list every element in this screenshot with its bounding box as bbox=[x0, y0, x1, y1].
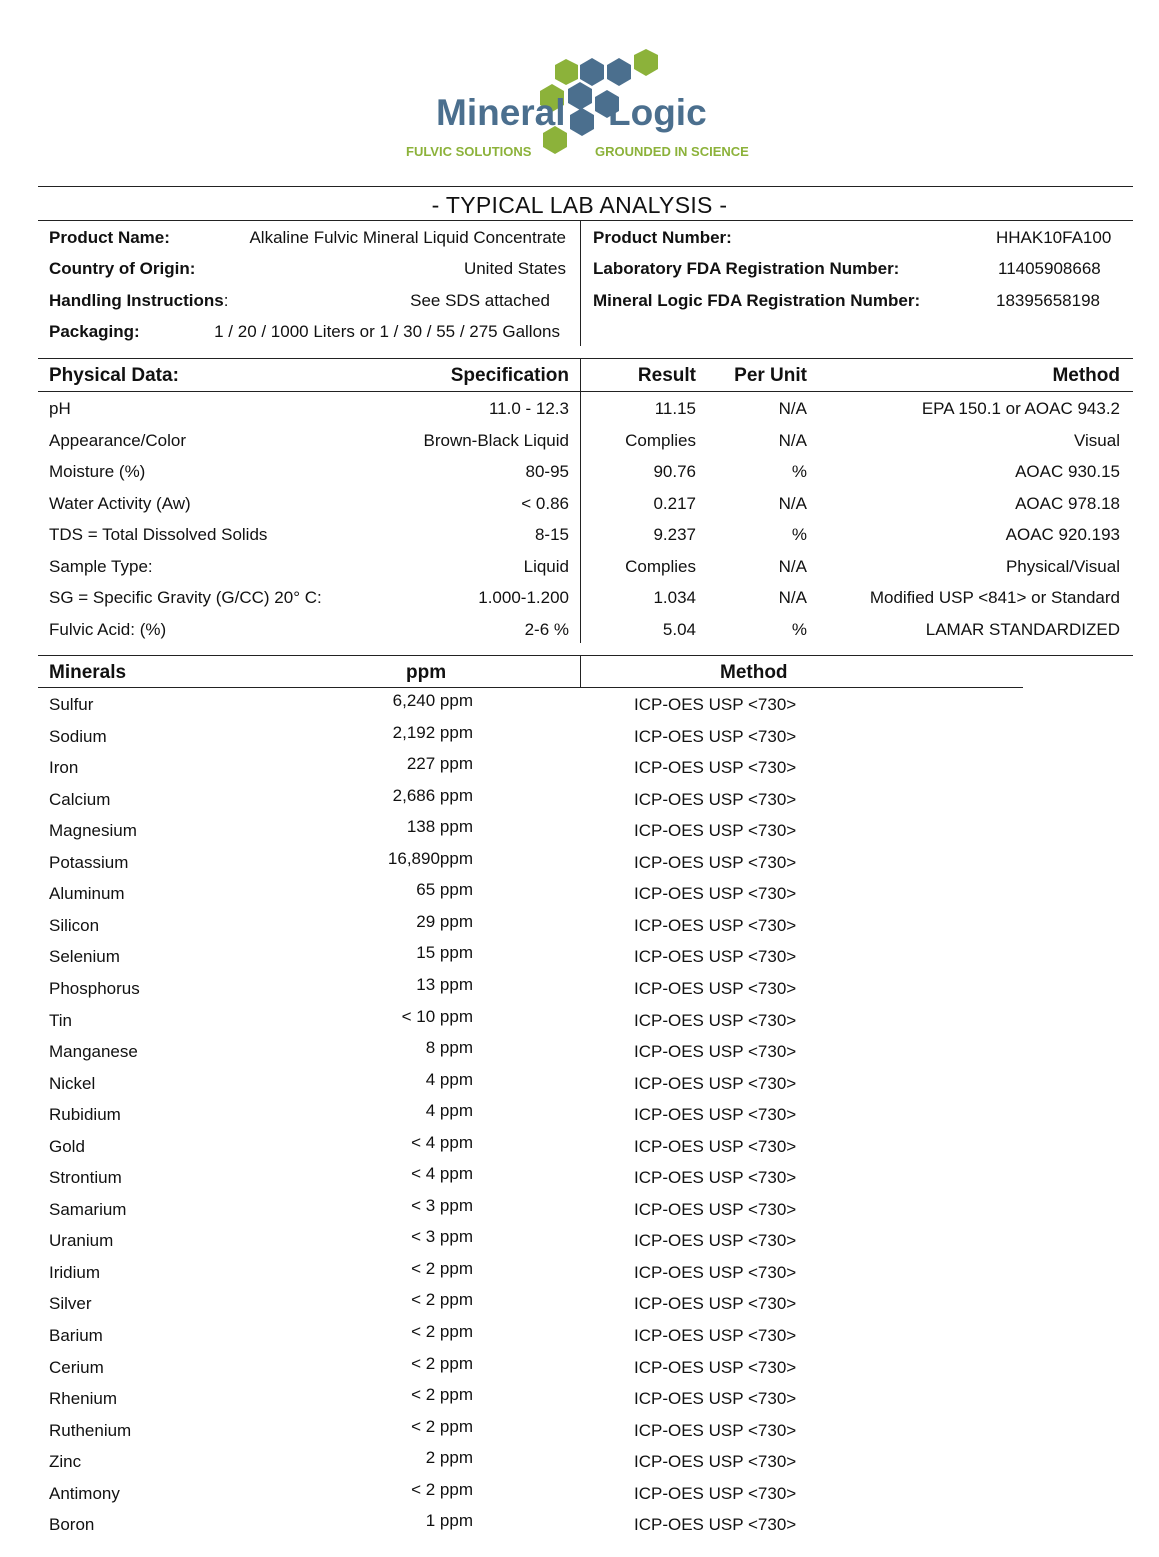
ml-fda-value: 18395658198 bbox=[996, 291, 1101, 310]
mineral-row-ppm: 16,890ppm bbox=[387, 849, 473, 868]
mineral-row-method: ICP-OES USP <730> bbox=[634, 1074, 797, 1093]
physical-row-name: Appearance/Color bbox=[49, 431, 187, 450]
mineral-row-method: ICP-OES USP <730> bbox=[634, 853, 797, 872]
handling-colon: : bbox=[223, 291, 229, 310]
packaging-value: 1 / 20 / 1000 Liters or 1 / 30 / 55 / 275 Gallons bbox=[214, 322, 560, 341]
column-divider bbox=[580, 358, 581, 643]
physical-row-result: 90.76 bbox=[653, 462, 696, 481]
mineral-row-ppm: 13 ppm bbox=[416, 975, 473, 994]
mineral-row-name: Calcium bbox=[49, 790, 111, 809]
mineral-row-method: ICP-OES USP <730> bbox=[634, 1137, 797, 1156]
mineral-row-method: ICP-OES USP <730> bbox=[634, 695, 797, 714]
physical-header-name: Physical Data: bbox=[49, 365, 179, 386]
physical-row-result: Complies bbox=[625, 557, 696, 576]
mineral-row-name: Rubidium bbox=[49, 1105, 121, 1124]
mineral-row-ppm: 2,686 ppm bbox=[392, 786, 473, 805]
physical-row-name: Moisture (%) bbox=[49, 462, 146, 481]
mineral-row-name: Ruthenium bbox=[49, 1421, 132, 1440]
mineral-row-method: ICP-OES USP <730> bbox=[634, 1515, 797, 1534]
physical-row-result: 1.034 bbox=[653, 588, 696, 607]
packaging-label: Packaging: bbox=[49, 322, 140, 341]
mineral-row-ppm: < 2 ppm bbox=[411, 1354, 473, 1373]
mineral-row-name: Silicon bbox=[49, 916, 100, 935]
page-title: - TYPICAL LAB ANALYSIS - bbox=[431, 192, 728, 218]
mineral-row-ppm: 29 ppm bbox=[416, 912, 473, 931]
physical-row-unit: % bbox=[791, 620, 807, 639]
logo-tagline-left: FULVIC SOLUTIONS bbox=[406, 144, 532, 159]
physical-row-name: Sample Type: bbox=[49, 557, 153, 576]
mineral-row-name: Potassium bbox=[49, 853, 129, 872]
mineral-row-method: ICP-OES USP <730> bbox=[634, 1011, 797, 1030]
minerals-header-name: Minerals bbox=[49, 662, 127, 683]
mineral-row-name: Iridium bbox=[49, 1263, 101, 1282]
physical-row-method: LAMAR STANDARDIZED bbox=[925, 620, 1120, 639]
product-number-label: Product Number: bbox=[593, 228, 732, 247]
physical-row-unit: % bbox=[791, 525, 807, 544]
mineral-row-method: ICP-OES USP <730> bbox=[634, 1421, 797, 1440]
mineral-row-name: Cerium bbox=[49, 1358, 104, 1377]
mineral-row-name: Nickel bbox=[49, 1074, 96, 1093]
mineral-row-ppm: 138 ppm bbox=[406, 817, 473, 836]
mineral-row-ppm: < 2 ppm bbox=[411, 1417, 473, 1436]
physical-header-result: Result bbox=[637, 365, 696, 386]
physical-row-spec: Liquid bbox=[523, 557, 569, 576]
logo-hex-blue-top-right bbox=[607, 58, 631, 86]
mineral-row-name: Phosphorus bbox=[49, 979, 140, 998]
mineral-row-name: Selenium bbox=[49, 947, 120, 966]
physical-row-method: EPA 150.1 or AOAC 943.2 bbox=[921, 399, 1120, 418]
mineral-row-method: ICP-OES USP <730> bbox=[634, 1263, 797, 1282]
product-name-value: Alkaline Fulvic Mineral Liquid Concentrate bbox=[249, 228, 566, 247]
logo-hex-blue-lower bbox=[570, 108, 594, 136]
physical-row-spec: 8-15 bbox=[534, 525, 569, 544]
mineral-row-method: ICP-OES USP <730> bbox=[634, 1294, 797, 1313]
mineral-row-method: ICP-OES USP <730> bbox=[634, 1168, 797, 1187]
mineral-row-ppm: < 2 ppm bbox=[411, 1290, 473, 1309]
mineral-row-ppm: < 4 ppm bbox=[411, 1164, 473, 1183]
physical-header-unit: Per Unit bbox=[734, 365, 807, 386]
physical-row-spec: 2-6 % bbox=[524, 620, 569, 639]
physical-row-result: 0.217 bbox=[653, 494, 696, 513]
mineral-row-method: ICP-OES USP <730> bbox=[634, 1484, 797, 1503]
divider bbox=[38, 358, 1133, 359]
physical-row-name: TDS = Total Dissolved Solids bbox=[49, 525, 268, 544]
physical-row-name: SG = Specific Gravity (G/CC) 20° C: bbox=[49, 588, 322, 607]
country-label: Country of Origin: bbox=[49, 259, 196, 278]
logo-tagline-right: GROUNDED IN SCIENCE bbox=[595, 144, 749, 159]
mineral-row-ppm: 2,192 ppm bbox=[392, 723, 473, 742]
mineral-row-name: Samarium bbox=[49, 1200, 127, 1219]
mineral-row-method: ICP-OES USP <730> bbox=[634, 1452, 797, 1471]
mineral-row-name: Uranium bbox=[49, 1231, 114, 1250]
physical-row-unit: % bbox=[791, 462, 807, 481]
physical-row-spec: < 0.86 bbox=[521, 494, 569, 513]
physical-row-name: Water Activity (Aw) bbox=[49, 494, 191, 513]
physical-row-method: Modified USP <841> or Standard bbox=[869, 588, 1120, 607]
logo-hex-blue-center bbox=[568, 82, 592, 110]
mineral-row-name: Tin bbox=[49, 1011, 72, 1030]
mineral-row-name: Barium bbox=[49, 1326, 103, 1345]
mineral-row-method: ICP-OES USP <730> bbox=[634, 916, 797, 935]
mineral-row-name: Aluminum bbox=[49, 884, 125, 903]
column-divider bbox=[580, 220, 581, 346]
mineral-row-name: Manganese bbox=[49, 1042, 138, 1061]
company-logo bbox=[400, 45, 760, 165]
physical-row-method: AOAC 930.15 bbox=[1015, 462, 1120, 481]
mineral-row-name: Sodium bbox=[49, 727, 107, 746]
mineral-row-ppm: < 3 ppm bbox=[411, 1196, 473, 1215]
physical-row-result: Complies bbox=[625, 431, 696, 450]
mineral-row-name: Boron bbox=[49, 1515, 95, 1534]
logo-hex-green-top-left bbox=[555, 59, 578, 85]
divider bbox=[38, 655, 1133, 656]
logo-word-mineral: Mineral bbox=[436, 92, 566, 133]
lab-fda-value: 11405908668 bbox=[998, 259, 1101, 278]
physical-row-unit: N/A bbox=[778, 399, 807, 418]
column-divider bbox=[580, 655, 581, 687]
ml-fda-label: Mineral Logic FDA Registration Number: bbox=[593, 291, 921, 310]
divider bbox=[38, 186, 1133, 187]
physical-row-unit: N/A bbox=[778, 557, 807, 576]
mineral-row-ppm: < 2 ppm bbox=[411, 1322, 473, 1341]
lab-fda-label: Laboratory FDA Registration Number: bbox=[593, 259, 900, 278]
physical-row-unit: N/A bbox=[778, 494, 807, 513]
physical-row-method: AOAC 920.193 bbox=[1005, 525, 1120, 544]
physical-row-name: pH bbox=[49, 399, 71, 418]
physical-row-result: 11.15 bbox=[654, 399, 696, 418]
logo-hex-green-top-right bbox=[634, 49, 658, 76]
logo-hex-blue-top bbox=[580, 58, 604, 86]
mineral-row-method: ICP-OES USP <730> bbox=[634, 947, 797, 966]
mineral-row-ppm: < 2 ppm bbox=[411, 1385, 473, 1404]
minerals-header-ppm: ppm bbox=[406, 662, 447, 683]
mineral-row-ppm: < 2 ppm bbox=[411, 1259, 473, 1278]
divider bbox=[38, 687, 1023, 688]
divider bbox=[38, 391, 1133, 392]
product-number-value: HHAK10FA100 bbox=[996, 228, 1112, 247]
minerals-header-method: Method bbox=[720, 662, 788, 683]
physical-row-result: 5.04 bbox=[662, 620, 696, 639]
country-value: United States bbox=[463, 259, 566, 278]
logo-word-logic: Logic bbox=[608, 92, 707, 133]
mineral-row-ppm: 1 ppm bbox=[425, 1511, 473, 1530]
divider bbox=[38, 220, 1133, 221]
mineral-row-ppm: < 10 ppm bbox=[401, 1007, 473, 1026]
physical-row-spec: 11.0 - 12.3 bbox=[488, 399, 569, 418]
physical-header-method: Method bbox=[1052, 365, 1120, 386]
mineral-row-name: Zinc bbox=[49, 1452, 82, 1471]
mineral-row-ppm: 4 ppm bbox=[425, 1070, 473, 1089]
mineral-row-ppm: < 3 ppm bbox=[411, 1227, 473, 1246]
mineral-row-ppm: 15 ppm bbox=[416, 943, 473, 962]
mineral-row-method: ICP-OES USP <730> bbox=[634, 1358, 797, 1377]
mineral-row-method: ICP-OES USP <730> bbox=[634, 1389, 797, 1408]
mineral-row-ppm: 65 ppm bbox=[416, 880, 473, 899]
handling-label: Handling Instructions bbox=[49, 291, 224, 310]
physical-row-name: Fulvic Acid: (%) bbox=[49, 620, 167, 639]
hexagon-logo-icon bbox=[400, 45, 760, 165]
mineral-row-method: ICP-OES USP <730> bbox=[634, 1042, 797, 1061]
physical-row-unit: N/A bbox=[778, 431, 807, 450]
physical-row-spec: 1.000-1.200 bbox=[478, 588, 569, 607]
mineral-row-method: ICP-OES USP <730> bbox=[634, 979, 797, 998]
physical-row-spec: 80-95 bbox=[525, 462, 569, 481]
mineral-row-method: ICP-OES USP <730> bbox=[634, 1231, 797, 1250]
handling-value: See SDS attached bbox=[410, 291, 550, 310]
mineral-row-ppm: 227 ppm bbox=[406, 754, 473, 773]
mineral-row-method: ICP-OES USP <730> bbox=[634, 884, 797, 903]
mineral-row-name: Strontium bbox=[49, 1168, 122, 1187]
mineral-row-method: ICP-OES USP <730> bbox=[634, 758, 797, 777]
mineral-row-ppm: 6,240 ppm bbox=[392, 691, 473, 710]
physical-row-method: AOAC 978.18 bbox=[1015, 494, 1120, 513]
mineral-row-method: ICP-OES USP <730> bbox=[634, 1200, 797, 1219]
mineral-row-ppm: < 4 ppm bbox=[411, 1133, 473, 1152]
mineral-row-name: Magnesium bbox=[49, 821, 137, 840]
mineral-row-name: Iron bbox=[49, 758, 79, 777]
physical-row-unit: N/A bbox=[778, 588, 807, 607]
mineral-row-name: Antimony bbox=[49, 1484, 120, 1503]
physical-row-method: Visual bbox=[1074, 431, 1120, 450]
physical-row-result: 9.237 bbox=[653, 525, 696, 544]
mineral-row-method: ICP-OES USP <730> bbox=[634, 1105, 797, 1124]
handling-label-wrap bbox=[49, 291, 228, 311]
mineral-row-name: Silver bbox=[49, 1294, 92, 1313]
mineral-row-ppm: 8 ppm bbox=[425, 1038, 473, 1057]
physical-header-spec: Specification bbox=[450, 365, 569, 386]
mineral-row-ppm: < 2 ppm bbox=[411, 1480, 473, 1499]
physical-row-method: Physical/Visual bbox=[1005, 557, 1120, 576]
mineral-row-method: ICP-OES USP <730> bbox=[634, 790, 797, 809]
mineral-row-name: Rhenium bbox=[49, 1389, 118, 1408]
physical-row-spec: Brown-Black Liquid bbox=[423, 431, 569, 450]
mineral-row-method: ICP-OES USP <730> bbox=[634, 1326, 797, 1345]
mineral-row-method: ICP-OES USP <730> bbox=[634, 727, 797, 746]
mineral-row-ppm: 2 ppm bbox=[425, 1448, 473, 1467]
product-name-label: Product Name: bbox=[49, 228, 170, 247]
mineral-row-name: Gold bbox=[49, 1137, 85, 1156]
mineral-row-ppm: 4 ppm bbox=[425, 1101, 473, 1120]
mineral-row-method: ICP-OES USP <730> bbox=[634, 821, 797, 840]
mineral-row-name: Sulfur bbox=[49, 695, 94, 714]
